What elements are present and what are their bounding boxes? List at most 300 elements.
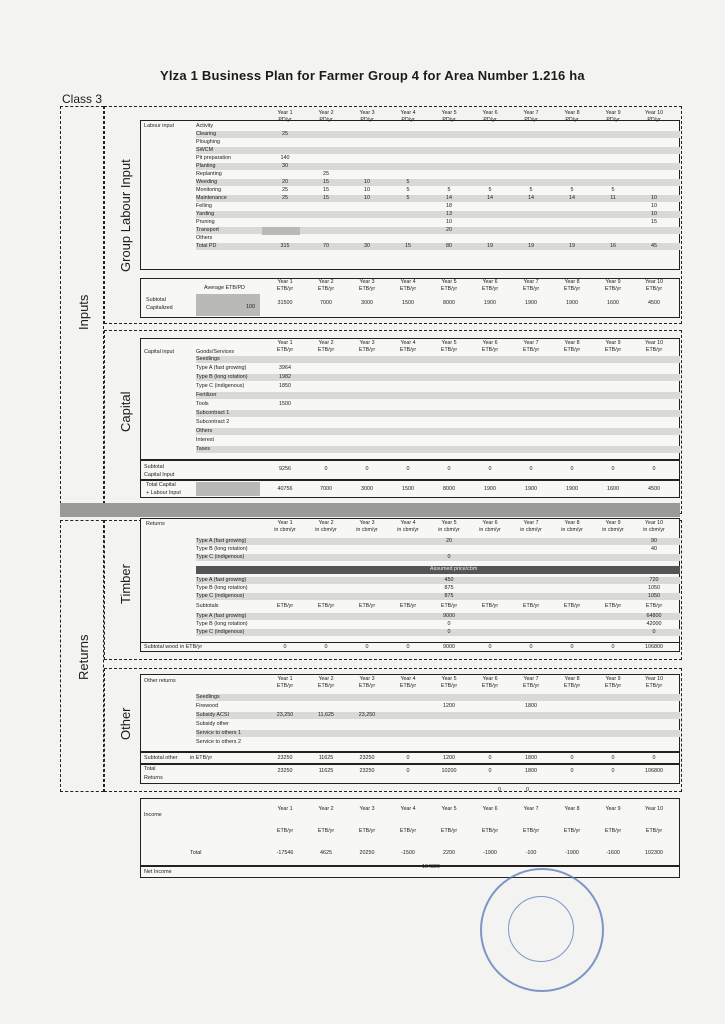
labour-activity: Clearing	[196, 131, 217, 137]
labour-value: 15	[323, 187, 329, 193]
year-header: Year 4	[400, 520, 416, 526]
unit-header: ETB/yr	[399, 683, 417, 689]
capital-item: Others	[196, 428, 213, 434]
timber-y10-value: 90	[651, 538, 657, 544]
year-header: Year 2	[318, 110, 334, 116]
unit-header: in cbm/yr	[479, 527, 501, 533]
income-value: -17546	[276, 850, 294, 856]
timber-item: Type C (indigenous)	[196, 593, 245, 599]
assumed-price-label: Assumed price/cbm	[430, 566, 478, 572]
unit-header: in cbm/yr	[520, 527, 542, 533]
capital-total-value: 8000	[443, 486, 455, 492]
labour-value: 80	[446, 243, 452, 249]
labour-value: 10	[364, 195, 370, 201]
labour-value: 16	[610, 243, 616, 249]
timber-item: Type B (long rotation)	[196, 585, 248, 591]
unit-header: PD/yr	[360, 117, 374, 123]
labour-subtotal-value: 1600	[607, 300, 619, 306]
year-header: Year 5	[441, 110, 457, 116]
year-header: Year 6	[482, 110, 498, 116]
labour-activity: Others	[196, 235, 213, 241]
capital-total-value: 1900	[525, 486, 537, 492]
unit-header: PD/yr	[524, 117, 538, 123]
unit-header: ETB/yr	[563, 683, 581, 689]
capital-subtotal-value: 0	[447, 466, 451, 472]
timber-subtotals-label: Subtotals	[196, 603, 219, 609]
unit-header: ETB/yr	[358, 683, 376, 689]
labour-avg-value: 100	[246, 304, 255, 310]
unit-header: ETB/yr	[604, 828, 622, 834]
year-header: Year 6	[482, 806, 498, 812]
year-header: Year 1	[277, 110, 293, 116]
timber-item: Type B (long rotation)	[196, 546, 248, 552]
labour-activity: Pruning	[196, 219, 215, 225]
labour-activity: Transport	[196, 227, 219, 233]
labour-activity: Replanting	[196, 171, 222, 177]
labour-value: 18	[446, 203, 452, 209]
unit-header: ETB/yr	[481, 286, 499, 292]
other-subtotal-value: 0	[652, 755, 656, 761]
capital-total-value: 1500	[402, 486, 414, 492]
total-returns-value: 0	[611, 768, 615, 774]
other-value: 1800	[525, 703, 537, 709]
total-returns-sub: Returns	[144, 775, 163, 781]
other-item: Service to others 1	[196, 730, 241, 736]
timber-item: Type A (fast growing)	[196, 577, 247, 583]
capital-total-value: 1900	[566, 486, 578, 492]
timber-item: Type C (indigenous)	[196, 629, 245, 635]
labour-label: Group Labour Input	[118, 159, 133, 272]
labour-value: 13	[446, 211, 452, 217]
income-value: 2200	[443, 850, 455, 856]
capital-subtotal-value: 0	[406, 466, 410, 472]
inputs-label: Inputs	[76, 294, 91, 330]
year-header: Year 3	[359, 340, 375, 346]
timber-y10-value: 720	[649, 577, 659, 583]
capital-goods-col: Goods/Services	[196, 349, 235, 355]
labour-activity: Total PD	[196, 243, 217, 249]
labour-subtotal-value: 3000	[361, 300, 373, 306]
unit-header: ETB/yr	[481, 683, 499, 689]
total-returns-value: 0	[406, 768, 410, 774]
timber-unit: ETB/yr	[276, 603, 294, 609]
unit-header: in cbm/yr	[356, 527, 378, 533]
labour-value: 10	[364, 187, 370, 193]
timber-unit: ETB/yr	[358, 603, 376, 609]
page-title: Ylza 1 Business Plan for Farmer Group 4 for Area Number 1.216 ha	[160, 68, 585, 83]
labour-activity: Pit preparation	[196, 155, 232, 161]
other-item: Seedlings	[196, 694, 220, 700]
year-header: Year 1	[277, 520, 293, 526]
labour-activity: SWCM	[196, 147, 214, 153]
unit-header: ETB/yr	[317, 347, 335, 353]
other-subtotal-value: 0	[406, 755, 410, 761]
labour-subtotal-value: 1900	[566, 300, 578, 306]
income-value: -1900	[483, 850, 497, 856]
timber-y10-value: 42000	[646, 621, 662, 627]
labour-activity-col: Activity	[196, 123, 214, 129]
transport-highlight	[262, 227, 300, 235]
other-subtotal-value: 0	[611, 755, 615, 761]
unit-header: ETB/yr	[399, 347, 417, 353]
capital-subtotal-value: 0	[570, 466, 574, 472]
year-header: Year 3	[359, 279, 375, 285]
labour-value: 10	[446, 219, 452, 225]
total-returns-value: 23250	[359, 768, 375, 774]
unit-header: PD/yr	[483, 117, 497, 123]
labour-value: 14	[569, 195, 575, 201]
unit-header: ETB/yr	[481, 828, 499, 834]
total-returns-value: 10200	[441, 768, 457, 774]
year-header: Year 5	[441, 340, 457, 346]
labour-activity: Monitoring	[196, 187, 222, 193]
unit-header: PD/yr	[442, 117, 456, 123]
year-header: Year 3	[359, 806, 375, 812]
labour-value: 25	[282, 195, 288, 201]
capital-subtotal-value: 0	[611, 466, 615, 472]
unit-header: ETB/yr	[645, 347, 663, 353]
capital-total-value: 1900	[484, 486, 496, 492]
unit-header: ETB/yr	[358, 347, 376, 353]
other-item: Service to others 2	[196, 739, 241, 745]
unit-header: ETB/yr	[481, 347, 499, 353]
labour-value: 14	[487, 195, 493, 201]
labour-value: 140	[280, 155, 290, 161]
timber-y5-value: 20	[446, 538, 452, 544]
unit-header: in cbm/yr	[602, 527, 624, 533]
year-header: Year 7	[523, 806, 539, 812]
timber-y10-value: 64800	[646, 613, 662, 619]
other-subtotal-value: 1200	[443, 755, 455, 761]
capital-item: Subcontract 1	[196, 410, 230, 416]
unit-header: ETB/yr	[604, 347, 622, 353]
labour-subtotal-value: 7000	[320, 300, 332, 306]
year-header: Year 2	[318, 520, 334, 526]
other-subtotal-value: 0	[570, 755, 574, 761]
capital-row-band	[196, 356, 680, 363]
labour-value: 25	[282, 131, 288, 137]
year-header: Year 4	[400, 676, 416, 682]
other-item: Firewood	[196, 703, 219, 709]
capital-subtotal-sub: Capital Input	[144, 472, 175, 478]
labour-activity: Weeding	[196, 179, 218, 185]
labour-header: Labour input	[144, 123, 174, 129]
unit-header: ETB/yr	[645, 828, 663, 834]
unit-header: ETB/yr	[440, 828, 458, 834]
labour-value: 5	[406, 187, 410, 193]
year-header: Year 4	[400, 110, 416, 116]
capital-subtotal-value: 0	[365, 466, 369, 472]
labour-row-band	[196, 147, 680, 154]
timber-header: Returns	[146, 521, 165, 527]
returns-label: Returns	[76, 634, 91, 680]
year-header: Year 8	[564, 340, 580, 346]
income-value: -1900	[565, 850, 579, 856]
timber-subtotal-value: 9000	[443, 644, 455, 650]
labour-value: 15	[323, 195, 329, 201]
labour-value: 14	[528, 195, 534, 201]
year-header: Year 6	[482, 340, 498, 346]
capital-total-value: 1600	[607, 486, 619, 492]
labour-subtotal-label: Subtotal	[146, 297, 166, 303]
capital-total-value: 7000	[320, 486, 332, 492]
unit-header: PD/yr	[647, 117, 661, 123]
total-returns-row	[140, 764, 680, 784]
unit-header: ETB/yr	[563, 347, 581, 353]
capital-total-value: 40756	[277, 486, 293, 492]
other-value: 1200	[443, 703, 455, 709]
year-header: Year 9	[605, 806, 621, 812]
labour-value: 14	[446, 195, 452, 201]
capital-total-box	[196, 482, 260, 496]
unit-header: PD/yr	[278, 117, 292, 123]
timber-subtotal-value: 106800	[645, 644, 663, 650]
labour-subtotal-value: 1900	[525, 300, 537, 306]
labour-value: 19	[528, 243, 534, 249]
labour-activity: Planting	[196, 163, 216, 169]
total-returns-value: 106800	[645, 768, 663, 774]
capital-subtotal-value: 0	[324, 466, 328, 472]
unit-header: in cbm/yr	[315, 527, 337, 533]
year-header: Year 8	[564, 806, 580, 812]
capital-item: Fertilizer	[196, 392, 217, 398]
timber-item: Type A (fast growing)	[196, 538, 247, 544]
year-header: Year 2	[318, 340, 334, 346]
other-subtotal-value: 0	[488, 755, 492, 761]
year-header: Year 9	[605, 279, 621, 285]
labour-value: 30	[364, 243, 370, 249]
labour-value: 5	[570, 187, 574, 193]
year-header: Year 4	[400, 279, 416, 285]
timber-item: Type A (fast growing)	[196, 613, 247, 619]
other-header: Other returns	[144, 678, 176, 684]
unit-header: ETB/yr	[645, 683, 663, 689]
other-subtotal-value: 23250	[359, 755, 375, 761]
net-income-label: Net Income	[144, 869, 172, 875]
unit-header: ETB/yr	[358, 286, 376, 292]
unit-header: ETB/yr	[317, 286, 335, 292]
unit-header: in cbm/yr	[274, 527, 296, 533]
year-header: Year 6	[482, 676, 498, 682]
capital-value: 1500	[279, 401, 291, 407]
capital-row-band	[196, 374, 680, 381]
capital-subtotal-value: 0	[529, 466, 533, 472]
year-header: Year 9	[605, 340, 621, 346]
labour-value: 5	[406, 195, 410, 201]
year-header: Year 6	[482, 520, 498, 526]
labour-value: 19	[569, 243, 575, 249]
year-header: Year 10	[644, 110, 664, 116]
total-returns-value: 11625	[318, 768, 334, 774]
timber-subtotal-value: 0	[529, 644, 533, 650]
timber-unit: ETB/yr	[604, 603, 622, 609]
unit-header: ETB/yr	[317, 683, 335, 689]
timber-unit: ETB/yr	[440, 603, 458, 609]
labour-value: 11	[610, 195, 616, 201]
year-header: Year 1	[277, 806, 293, 812]
labour-value: 10	[651, 203, 657, 209]
unit-header: ETB/yr	[522, 347, 540, 353]
labour-value: 5	[447, 187, 451, 193]
year-header: Year 2	[318, 279, 334, 285]
year-header: Year 4	[400, 806, 416, 812]
year-header: Year 3	[359, 676, 375, 682]
unit-header: PD/yr	[606, 117, 620, 123]
timber-y5-value: 0	[447, 621, 451, 627]
unit-header: ETB/yr	[276, 286, 294, 292]
timber-item: Type B (long rotation)	[196, 621, 248, 627]
class-label: Class 3	[62, 92, 103, 106]
timber-y10-value: 0	[652, 629, 656, 635]
capital-value: 1850	[279, 383, 291, 389]
timber-subtotal-value: 0	[406, 644, 410, 650]
income-value: -100	[525, 850, 537, 856]
labour-value: 10	[651, 195, 657, 201]
labour-activity: Felling	[196, 203, 212, 209]
timber-unit: ETB/yr	[399, 603, 417, 609]
year-header: Year 10	[644, 340, 664, 346]
capital-subtotal-value: 0	[488, 466, 492, 472]
year-header: Year 8	[564, 279, 580, 285]
year-header: Year 1	[277, 279, 293, 285]
total-returns-value: 23250	[277, 768, 293, 774]
capital-row-band	[196, 392, 680, 399]
capital-total-value: 3000	[361, 486, 373, 492]
total-returns-label: Total	[144, 766, 156, 772]
unit-header: ETB/yr	[440, 347, 458, 353]
capital-label: Capital	[118, 391, 133, 432]
unit-header: ETB/yr	[276, 347, 294, 353]
labour-value: 19	[487, 243, 493, 249]
labour-value: 70	[323, 243, 329, 249]
income-header: Income	[144, 812, 162, 818]
year-header: Year 1	[277, 676, 293, 682]
labour-value: 315	[280, 243, 290, 249]
income-value: 102300	[645, 850, 663, 856]
labour-value: 30	[282, 163, 288, 169]
unit-header: ETB/yr	[522, 286, 540, 292]
timber-y10-value: 40	[651, 546, 657, 552]
below-value-2: 0	[526, 787, 529, 793]
income-value: -1500	[401, 850, 415, 856]
total-returns-value: 0	[488, 768, 492, 774]
capital-total-sub: + Labour Input	[146, 490, 181, 496]
year-header: Year 5	[441, 279, 457, 285]
year-header: Year 9	[605, 520, 621, 526]
unit-header: ETB/yr	[276, 828, 294, 834]
timber-y5-value: 875	[444, 585, 454, 591]
timber-unit: ETB/yr	[522, 603, 540, 609]
timber-item: Type C (indigenous)	[196, 554, 245, 560]
other-subtotal-sub: in ETB/yr	[190, 755, 213, 761]
labour-activity: Maintenance	[196, 195, 227, 201]
timber-subtotal-label: Subtotal wood	[144, 644, 179, 650]
year-header: Year 5	[441, 520, 457, 526]
official-stamp-inner	[508, 896, 574, 962]
other-subtotal-value: 1800	[525, 755, 537, 761]
unit-header: ETB/yr	[604, 286, 622, 292]
labour-subtotal-value: 1500	[402, 300, 414, 306]
timber-y5-value: 875	[444, 593, 454, 599]
unit-header: ETB/yr	[399, 828, 417, 834]
unit-header: ETB/yr	[645, 286, 663, 292]
labour-value: 25	[282, 187, 288, 193]
year-header: Year 10	[644, 520, 664, 526]
other-subtotal-value: 11625	[318, 755, 334, 761]
timber-subtotal-value: 0	[611, 644, 615, 650]
timber-y5-value: 0	[447, 629, 451, 635]
capital-item: Interest	[196, 437, 214, 443]
year-header: Year 5	[441, 806, 457, 812]
labour-row-band	[196, 131, 680, 138]
year-header: Year 1	[277, 340, 293, 346]
year-header: Year 6	[482, 279, 498, 285]
labour-subtotal-value: 4500	[648, 300, 660, 306]
timber-y5-value: 0	[447, 554, 451, 560]
year-header: Year 7	[523, 340, 539, 346]
capital-item: Type B (long rotation)	[196, 374, 248, 380]
capital-subtotal-value: 9256	[279, 466, 291, 472]
labour-value: 10	[364, 179, 370, 185]
labour-activity: Yarding	[196, 211, 215, 217]
capital-total-label: Total Capital	[146, 482, 176, 488]
capital-subtotal-label: Subtotal	[144, 464, 164, 470]
year-header: Year 7	[523, 110, 539, 116]
other-value: 11,625	[317, 712, 335, 718]
year-header: Year 5	[441, 676, 457, 682]
net-income-value: 104829	[422, 864, 440, 870]
unit-header: in cbm/yr	[643, 527, 665, 533]
labour-value: 10	[651, 211, 657, 217]
capital-value: 1982	[279, 374, 291, 380]
income-total-label: Total	[190, 850, 202, 856]
year-header: Year 7	[523, 520, 539, 526]
capital-total-value: 4500	[648, 486, 660, 492]
other-item: Subsidy ACSI	[196, 712, 229, 718]
timber-label: Timber	[118, 564, 133, 604]
capital-subtotal-value: 0	[652, 466, 656, 472]
unit-header: in cbm/yr	[438, 527, 460, 533]
labour-row-band	[196, 163, 680, 170]
timber-subtotal-value: 0	[570, 644, 574, 650]
capital-row-band	[196, 428, 680, 435]
net-income-row	[140, 866, 680, 878]
timber-subtotal-value: 0	[365, 644, 369, 650]
total-returns-value: 0	[570, 768, 574, 774]
year-header: Year 8	[564, 520, 580, 526]
labour-value: 45	[651, 243, 657, 249]
year-header: Year 9	[605, 676, 621, 682]
capital-item: Tools	[196, 401, 209, 407]
other-value: 23,250	[276, 712, 294, 718]
capital-item: Seedlings	[196, 356, 220, 362]
timber-subtotal-value: 0	[324, 644, 328, 650]
unit-header: PD/yr	[401, 117, 415, 123]
labour-subtotal-value: 31500	[277, 300, 293, 306]
year-header: Year 7	[523, 279, 539, 285]
year-header: Year 3	[359, 110, 375, 116]
unit-header: ETB/yr	[563, 828, 581, 834]
total-returns-value: 1800	[525, 768, 537, 774]
year-header: Year 10	[644, 279, 664, 285]
timber-subtotal-sub: in ETB/yr	[180, 644, 203, 650]
timber-unit: ETB/yr	[563, 603, 581, 609]
other-value: 23,250	[358, 712, 376, 718]
income-value: 20250	[359, 850, 375, 856]
other-row-band	[196, 694, 680, 701]
year-header: Year 2	[318, 806, 334, 812]
other-item: Subsidy other	[196, 721, 229, 727]
